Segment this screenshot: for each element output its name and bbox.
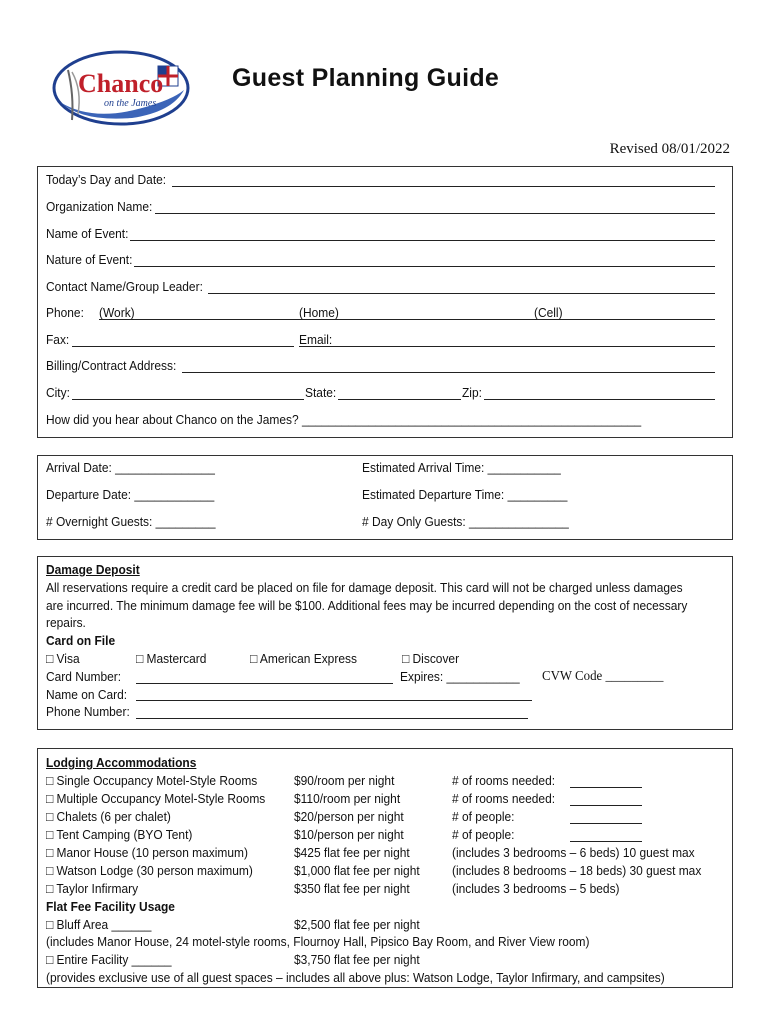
deposit-text-2: are incurred. The minimum damage fee will be $100. Additional fees may be incurred depending on the cost of necessary [46, 598, 688, 613]
entire-facility-option[interactable]: □ Entire Facility ______ [46, 952, 172, 967]
lodging-price: $90/room per night [294, 773, 395, 788]
contact-name-field[interactable] [208, 293, 715, 294]
lodging-note: # of rooms needed: [452, 773, 556, 788]
logo-text: Chanco [78, 69, 164, 98]
visa-checkbox[interactable]: □ Visa [46, 651, 80, 666]
state-label: State: [305, 385, 337, 400]
org-name-label: Organization Name: [46, 199, 153, 214]
cvw-field[interactable]: CVW Code _________ [542, 669, 664, 684]
logo-subtext: on the James [104, 98, 157, 109]
bluff-area-option[interactable]: □ Bluff Area ______ [46, 917, 152, 932]
lodging-option[interactable]: □ Single Occupancy Motel-Style Rooms [46, 773, 258, 788]
name-on-card-field[interactable] [136, 700, 532, 701]
departure-time-field[interactable]: Estimated Departure Time: _________ [362, 487, 568, 502]
bluff-area-price: $2,500 flat fee per night [294, 917, 420, 932]
discover-checkbox[interactable]: □ Discover [402, 651, 460, 666]
lodging-heading: Lodging Accommodations [46, 755, 197, 770]
lodging-price: $425 flat fee per night [294, 845, 410, 860]
lodging-price: $10/person per night [294, 827, 404, 842]
fax-field[interactable] [72, 346, 294, 347]
rooms-needed-field[interactable] [570, 787, 642, 788]
lodging-option[interactable]: □ Taylor Infirmary [46, 881, 139, 896]
phone-label: Phone: [46, 305, 84, 320]
deposit-text-1: All reservations require a credit card be placed on file for damage deposit. This card will not be charged unless damages [46, 580, 683, 595]
mastercard-checkbox[interactable]: □ Mastercard [136, 651, 207, 666]
lodging-price: $20/person per night [294, 809, 404, 824]
event-nature-field[interactable] [134, 266, 715, 267]
amex-checkbox[interactable]: □ American Express [250, 651, 357, 666]
day-date-field[interactable] [172, 186, 715, 187]
lodging-note: # of people: [452, 827, 515, 842]
email-label: Email: [299, 332, 333, 347]
contact-name-label: Contact Name/Group Leader: [46, 279, 203, 294]
lodging-note: (includes 3 bedrooms – 6 beds) 10 guest max [452, 845, 695, 860]
event-name-field[interactable] [130, 240, 715, 241]
event-name-label: Name of Event: [46, 226, 129, 241]
deposit-heading: Damage Deposit [46, 562, 140, 577]
card-heading: Card on File [46, 633, 116, 648]
entire-facility-note: (provides exclusive use of all guest spaces – includes all above plus: Watson Lodge, Taylor Infirmary, and campsites) [46, 970, 665, 985]
city-field[interactable] [72, 399, 304, 400]
arrival-date-field[interactable]: Arrival Date: _______________ [46, 460, 215, 475]
lodging-price: $110/room per night [294, 791, 401, 806]
lodging-note: (includes 8 bedrooms – 18 beds) 30 guest max [452, 863, 702, 878]
lodging-option[interactable]: □ Watson Lodge (30 person maximum) [46, 863, 253, 878]
phone-cell-label: (Cell) [534, 305, 563, 320]
revised-date: Revised 08/01/2022 [609, 141, 730, 157]
card-number-field[interactable] [136, 683, 393, 684]
expires-field[interactable]: Expires: ___________ [400, 669, 520, 684]
overnight-guests-field[interactable]: # Overnight Guests: _________ [46, 514, 216, 529]
email-field[interactable] [299, 346, 715, 347]
phone-number-label: Phone Number: [46, 704, 130, 719]
lodging-price: $350 flat fee per night [294, 881, 410, 896]
chanco-logo [52, 50, 190, 126]
people-field[interactable] [570, 823, 642, 824]
billing-label: Billing/Contract Address: [46, 358, 177, 373]
departure-date-field[interactable]: Departure Date: ____________ [46, 487, 215, 502]
zip-label: Zip: [462, 385, 482, 400]
page-title: Guest Planning Guide [232, 64, 500, 92]
phone-home-label: (Home) [299, 305, 339, 320]
zip-field[interactable] [484, 399, 715, 400]
lodging-price: $1,000 flat fee per night [294, 863, 420, 878]
rooms-needed-field[interactable] [570, 805, 642, 806]
entire-facility-price: $3,750 flat fee per night [294, 952, 420, 967]
lodging-option[interactable]: □ Manor House (10 person maximum) [46, 845, 248, 860]
phone-number-field[interactable] [136, 718, 528, 719]
state-field[interactable] [338, 399, 461, 400]
org-name-field[interactable] [155, 213, 715, 214]
card-number-label: Card Number: [46, 669, 122, 684]
city-label: City: [46, 385, 70, 400]
name-on-card-label: Name on Card: [46, 687, 128, 702]
people-field[interactable] [570, 841, 642, 842]
fax-label: Fax: [46, 332, 70, 347]
day-date-label: Today’s Day and Date: [46, 172, 167, 187]
referral-question[interactable]: How did you hear about Chanco on the James? ___________________________________________________ [46, 412, 642, 427]
lodging-note: (includes 3 bedrooms – 5 beds) [452, 881, 620, 896]
lodging-note: # of people: [452, 809, 515, 824]
bluff-area-note: (includes Manor House, 24 motel-style rooms, Flournoy Hall, Pipsico Bay Room, and River View room) [46, 934, 590, 949]
lodging-option[interactable]: □ Chalets (6 per chalet) [46, 809, 171, 824]
deposit-text-3: repairs. [46, 615, 86, 630]
event-nature-label: Nature of Event: [46, 252, 133, 267]
lodging-option[interactable]: □ Tent Camping (BYO Tent) [46, 827, 193, 842]
phone-field[interactable] [99, 319, 715, 320]
lodging-note: # of rooms needed: [452, 791, 556, 806]
arrival-time-field[interactable]: Estimated Arrival Time: ___________ [362, 460, 561, 475]
day-guests-field[interactable]: # Day Only Guests: _______________ [362, 514, 569, 529]
flat-fee-heading: Flat Fee Facility Usage [46, 899, 175, 914]
lodging-option[interactable]: □ Multiple Occupancy Motel-Style Rooms [46, 791, 266, 806]
billing-field[interactable] [182, 372, 715, 373]
phone-work-label: (Work) [99, 305, 135, 320]
